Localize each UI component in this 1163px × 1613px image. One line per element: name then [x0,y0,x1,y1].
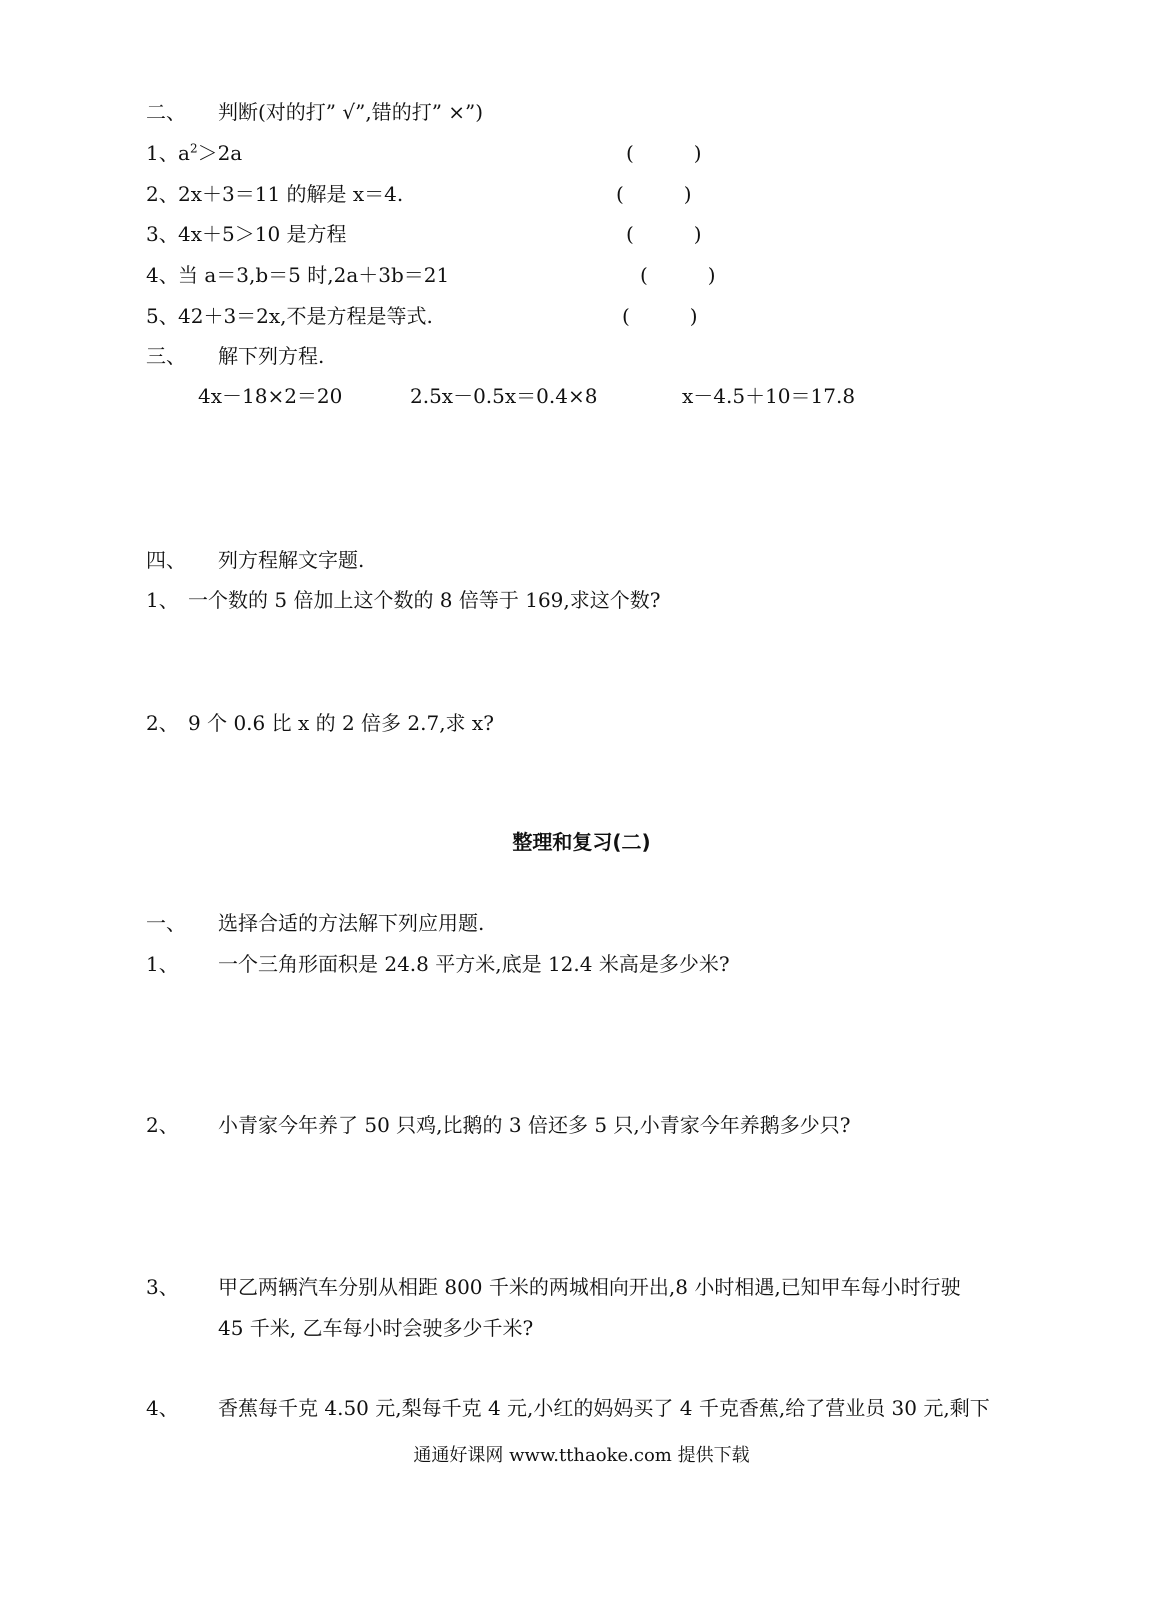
review-title: 整理和复习(二) [512,830,651,854]
application-problem-2-number: 2、 [146,1113,179,1137]
section-3-number: 三、 [146,344,186,368]
judge-item-3-number: 3、 [146,222,179,246]
application-problem-1-number: 1、 [146,952,179,976]
section-4-number: 四、 [146,548,186,572]
judge-item-4-answer-blank: ( ) [640,263,716,287]
page-footer: 通通好课网 www.tthaoke.com 提供下载 [413,1445,750,1466]
judge-item-4-number: 4、 [146,263,179,287]
judge-item-5-number: 5、 [146,304,179,328]
application-problem-4-number: 4、 [146,1396,179,1420]
application-problem-3-line-2: 45 千米, 乙车每小时会驶多少千米? [218,1316,534,1340]
judge-item-3-text: 4x＋5＞10 是方程 [178,222,347,246]
word-problem-2-text: 9 个 0.6 比 x 的 2 倍多 2.7,求 x? [188,711,494,735]
application-problem-3-line-1: 甲乙两辆汽车分别从相距 800 千米的两城相向开出,8 小时相遇,已知甲车每小时行驶 [218,1275,961,1299]
section-2-number: 二、 [146,100,186,124]
judge-item-3-answer-blank: ( ) [626,222,702,246]
application-problem-1-text: 一个三角形面积是 24.8 平方米,底是 12.4 米高是多少米? [218,952,730,976]
application-problem-4-text: 香蕉每千克 4.50 元,梨每千克 4 元,小红的妈妈买了 4 千克香蕉,给了营业员 30 元,剩下 [218,1396,990,1420]
equation-3: x－4.5＋10＝17.8 [682,384,856,408]
review-section-1-title: 选择合适的方法解下列应用题. [218,911,485,935]
judge-item-1-answer-blank: ( ) [626,141,702,165]
judge-item-2-text: 2x＋3＝11 的解是 x＝4. [178,182,404,206]
judge-item-5-answer-blank: ( ) [622,304,698,328]
judge-item-5-text: 42＋3＝2x,不是方程是等式. [178,304,433,328]
application-problem-3-number: 3、 [146,1275,179,1299]
judge-item-1-number: 1、 [146,141,179,165]
judge-item-4-text: 当 a＝3,b＝5 时,2a＋3b＝21 [178,263,450,287]
word-problem-2-number: 2、 [146,711,179,735]
application-problem-2-text: 小青家今年养了 50 只鸡,比鹅的 3 倍还多 5 只,小青家今年养鹅多少只? [218,1113,851,1137]
word-problem-1-number: 1、 [146,588,179,612]
review-section-1-number: 一、 [146,911,186,935]
section-3-title: 解下列方程. [218,344,325,368]
equation-1: 4x－18×2＝20 [198,384,343,408]
section-2-title: 判断(对的打” √”,错的打” ×”) [218,100,484,124]
equation-2: 2.5x－0.5x＝0.4×8 [410,384,598,408]
word-problem-1-text: 一个数的 5 倍加上这个数的 8 倍等于 169,求这个数? [188,588,661,612]
judge-item-2-answer-blank: ( ) [616,182,692,206]
judge-item-2-number: 2、 [146,182,179,206]
section-4-title: 列方程解文字题. [218,548,365,572]
judge-item-1-text: $a^2>2a$ [178,141,243,165]
